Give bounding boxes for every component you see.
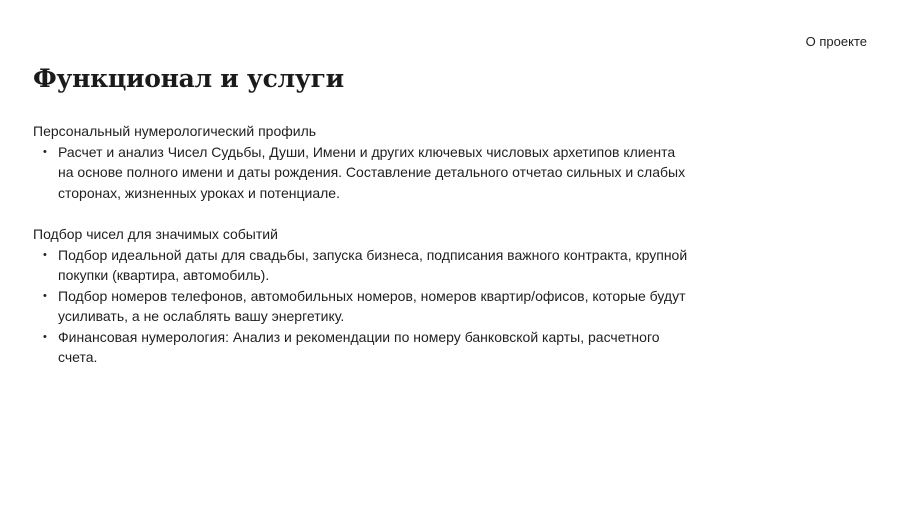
- bullet-list: [33, 142, 693, 204]
- bullet-icon: •: [43, 289, 47, 302]
- about-project-link[interactable]: О проекте: [805, 34, 867, 49]
- list-item: [33, 327, 693, 368]
- services-content: [33, 121, 693, 389]
- list-item-text: Расчет и анализ Чисел Судьбы, Души, Имени и других ключевых числовых архетипов клиента на основе полного имени и даты рождения. Составление детального отчетао сильных и слабых сторонах, жизненных уроках и потенциале.: [58, 143, 686, 201]
- section-heading: Персональный нумерологический профиль: [33, 123, 317, 139]
- section-personal-profile: [33, 121, 693, 203]
- list-item: [33, 245, 693, 286]
- list-item-text: Финансовая нумерология: Анализ и рекомендации по номеру банковской карты, расчетного счета.: [58, 328, 660, 365]
- bullet-icon: •: [43, 248, 47, 261]
- list-item-text: Подбор идеальной даты для свадьбы, запуска бизнеса, подписания важного контракта, крупной покупки (квартира, автомобиль).: [58, 246, 688, 283]
- list-item: [33, 142, 693, 204]
- section-event-numbers: [33, 224, 693, 368]
- list-item-text: Подбор номеров телефонов, автомобильных номеров, номеров квартир/офисов, которые будут усиливать, а не ослаблять вашу энергетику.: [58, 287, 686, 324]
- bullet-list: [33, 245, 693, 368]
- list-item: [33, 286, 693, 327]
- page-title: Функционал и услуги: [33, 64, 344, 93]
- bullet-icon: •: [43, 330, 47, 343]
- bullet-icon: •: [43, 145, 47, 158]
- section-heading: Подбор чисел для значимых событий: [33, 226, 278, 242]
